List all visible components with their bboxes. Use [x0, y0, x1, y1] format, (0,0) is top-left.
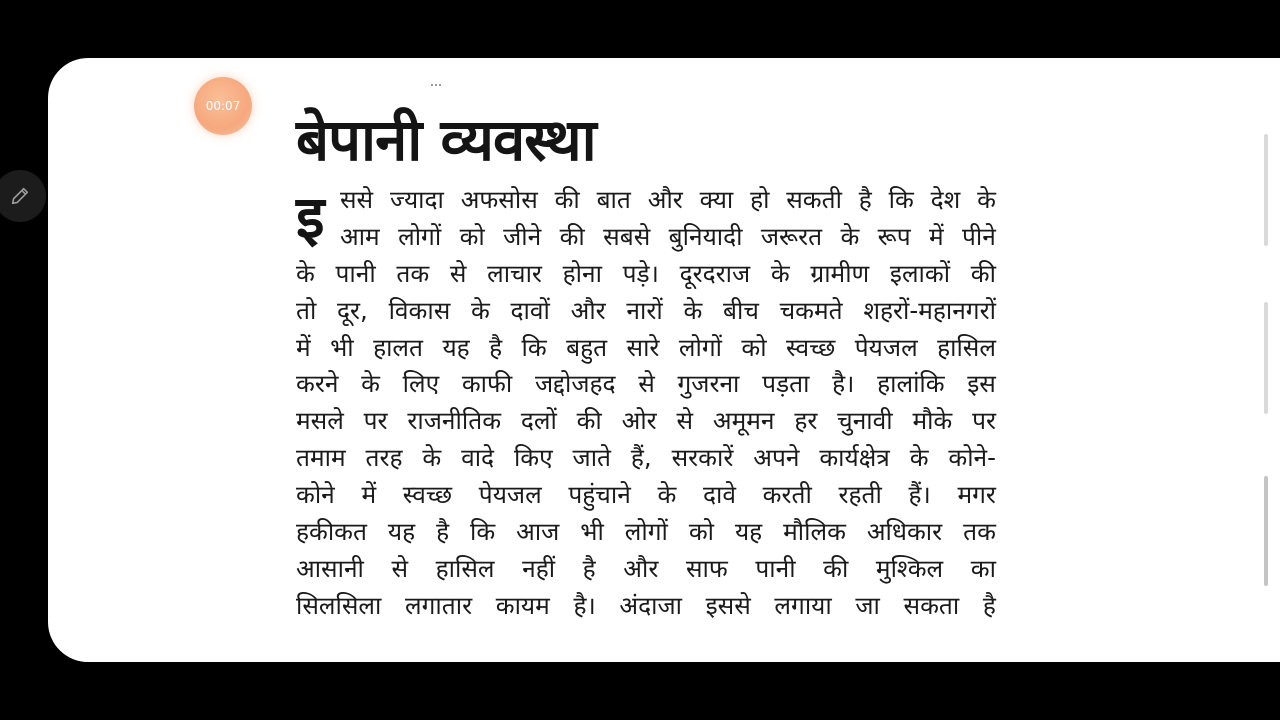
article-line: [296, 182, 996, 219]
article-word: तरह: [365, 443, 403, 473]
article-word: जरूरत: [760, 221, 823, 251]
article-word: हैं।: [908, 480, 931, 510]
article-word: हासिल: [435, 553, 495, 583]
article-word: कि: [888, 185, 914, 214]
article-word: अधिकार: [866, 517, 943, 547]
article-word: की: [970, 258, 996, 288]
article-word: कायम: [495, 590, 550, 620]
article-word: आज: [516, 517, 560, 547]
article-word: लगातार: [405, 590, 473, 620]
article-word: अंदाजा: [619, 590, 682, 620]
article-word: कोने-: [948, 443, 996, 473]
scrollbar-track-middle[interactable]: [1264, 302, 1268, 414]
article-word: क्या: [699, 185, 734, 214]
article-word: पर: [972, 406, 996, 436]
article-word: पेयजल: [478, 480, 542, 510]
article-word: तक: [396, 258, 430, 288]
article-word: आम: [340, 221, 380, 251]
article-word: कार्यक्षेत्र: [819, 443, 890, 473]
article-word: लिए: [402, 369, 440, 399]
article-word: मौलिक: [783, 517, 846, 547]
article-word: जा: [855, 590, 880, 620]
article-word: कि: [470, 517, 496, 547]
article-word: जीने: [503, 221, 542, 251]
article-word: होना: [562, 258, 602, 288]
article-word: किए: [513, 443, 553, 473]
article-word: सारे: [626, 332, 660, 362]
article-word: हालांकि: [877, 369, 945, 399]
article-word: से: [391, 553, 409, 583]
article-word: को: [459, 221, 485, 251]
article-word: विकास: [388, 295, 451, 325]
article-dropcap: इ: [296, 183, 325, 251]
article-word: बुनियादी: [668, 221, 743, 251]
article-word: सकती: [786, 185, 842, 214]
article-headline: बेपानी व्यवस्था: [296, 106, 596, 174]
article-word: और: [647, 185, 683, 214]
article-word: रहती: [838, 480, 882, 510]
newspaper-article: [296, 104, 996, 625]
article-word: का: [970, 553, 996, 583]
article-word: से: [676, 406, 694, 436]
article-word: हकीकत: [296, 517, 367, 547]
article-word: पहुंचाने: [568, 480, 631, 510]
article-word: है।: [573, 590, 596, 620]
article-word: मौके: [912, 406, 953, 436]
article-word: है: [858, 185, 872, 214]
recording-timer-text: 00:07: [205, 99, 241, 113]
article-word: भी: [330, 332, 354, 362]
article-line: [296, 551, 996, 588]
article-line: [296, 256, 996, 293]
article-word: जाते: [572, 443, 612, 473]
article-word: पर: [363, 406, 388, 436]
article-line: [296, 403, 996, 440]
article-word: करती: [762, 480, 812, 510]
article-word: चकमते: [779, 295, 843, 325]
article-word: जद्दोजहद: [534, 369, 616, 399]
article-word: लोगों: [398, 221, 442, 251]
article-word: को: [741, 332, 767, 362]
article-word: की: [576, 406, 602, 436]
article-word: ग्रामीण: [810, 258, 870, 288]
page-speck: [431, 84, 441, 88]
article-word: है: [582, 553, 596, 583]
article-word: बात: [596, 185, 631, 214]
article-word: साफ: [685, 553, 728, 583]
article-word: हर: [794, 406, 818, 436]
article-line: [296, 330, 996, 367]
pencil-icon: [9, 185, 31, 207]
article-word: सकता: [903, 590, 960, 620]
article-word: सरकारें: [671, 443, 734, 473]
article-word: के: [471, 295, 490, 325]
article-word: अमूमन: [712, 406, 775, 436]
article-word: के: [909, 443, 929, 473]
article-word: में: [296, 332, 311, 362]
article-word: चुनावी: [837, 406, 893, 436]
article-line: [296, 366, 996, 403]
article-word: के: [422, 443, 442, 473]
article-word: बीच: [722, 295, 759, 325]
article-word: लगाया: [774, 590, 832, 620]
article-word: है: [982, 590, 996, 620]
article-word: यह: [387, 517, 416, 547]
article-word: पड़े।: [622, 258, 659, 288]
article-word: करने: [296, 369, 339, 399]
article-word: को: [688, 517, 715, 547]
article-word: पीने: [962, 221, 996, 251]
article-word: तो: [296, 295, 317, 325]
article-word: हासिल: [937, 332, 996, 362]
article-word: देश: [930, 185, 961, 214]
article-line: [296, 588, 996, 625]
article-word: वादे: [461, 443, 495, 473]
article-word: लोगों: [624, 517, 668, 547]
article-word: हो: [750, 185, 770, 214]
article-word: कि: [521, 332, 547, 362]
article-word: बहुत: [566, 332, 608, 362]
article-word: अपने: [753, 443, 800, 473]
article-word: दावों: [510, 295, 550, 325]
article-word: मगर: [957, 480, 996, 510]
article-word: के: [977, 185, 996, 214]
article-word: और: [570, 295, 606, 325]
article-word: लाचार: [487, 258, 542, 288]
article-word: दूर,: [337, 295, 368, 325]
article-word: स्वच्छ: [402, 480, 453, 510]
article-word: दावे: [702, 480, 736, 510]
article-word: के: [840, 221, 860, 251]
article-word: के: [657, 480, 677, 510]
article-word: स्वच्छ: [786, 332, 836, 362]
article-word: के: [361, 369, 380, 399]
article-word: पड़ता: [762, 369, 810, 399]
article-word: है।: [832, 369, 855, 399]
article-word: कोने: [296, 480, 335, 510]
article-word: और: [623, 553, 659, 583]
article-word: में: [361, 480, 377, 510]
article-word: ससे: [340, 185, 374, 214]
recording-timer-badge[interactable]: [194, 77, 252, 135]
article-line: [296, 514, 996, 551]
article-line: [296, 293, 996, 330]
article-word: इस: [967, 369, 996, 399]
article-word: काफी: [461, 369, 513, 399]
article-word: पेयजल: [854, 332, 918, 362]
article-body: [296, 182, 996, 625]
article-word: दूरदराज: [679, 258, 751, 288]
article-word: की: [559, 221, 585, 251]
article-word: इलाकों: [889, 258, 951, 288]
article-word: से: [638, 369, 655, 399]
article-word: मसले: [296, 406, 344, 436]
article-line: [296, 440, 996, 477]
article-word: रूप: [877, 221, 911, 251]
article-word: की: [823, 553, 849, 583]
article-word: यह: [442, 332, 470, 362]
scrollbar-thumb[interactable]: [1264, 476, 1268, 586]
article-word: के: [296, 258, 315, 288]
article-word: में: [928, 221, 944, 251]
article-word: सिलसिला: [296, 590, 382, 620]
article-word: ओर: [621, 406, 657, 436]
article-word: नहीं: [522, 553, 556, 583]
article-word: इससे: [705, 590, 751, 620]
article-word: हैं,: [630, 443, 652, 473]
article-word: से: [449, 258, 467, 288]
article-word: शहरों-महानगरों: [863, 295, 996, 325]
article-word: पानी: [755, 553, 796, 583]
article-word: मुश्किल: [875, 553, 944, 583]
article-word: ज्यादा: [389, 185, 444, 214]
article-word: गुजरना: [677, 369, 740, 399]
article-word: लोगों: [678, 332, 722, 362]
article-word: है: [489, 332, 503, 362]
article-word: है: [436, 517, 450, 547]
article-word: की: [554, 185, 580, 214]
article-word: अफसोस: [460, 185, 538, 214]
article-word: तमाम: [296, 443, 346, 473]
scrollbar-track-top[interactable]: [1264, 134, 1268, 246]
article-word: के: [770, 258, 790, 288]
article-word: दलों: [520, 406, 557, 436]
article-word: भी: [580, 517, 604, 547]
article-word: तक: [963, 517, 996, 547]
article-word: नारों: [626, 295, 663, 325]
article-word: के: [683, 295, 703, 325]
article-word: हालत: [373, 332, 424, 362]
article-word: सबसे: [603, 221, 651, 251]
article-line: [296, 477, 996, 514]
document-viewer[interactable]: [48, 58, 1280, 662]
article-word: पानी: [335, 258, 376, 288]
article-word: आसानी: [296, 553, 364, 583]
article-word: राजनीतिक: [407, 406, 502, 436]
article-line: [296, 219, 996, 256]
edit-button[interactable]: [0, 170, 46, 222]
article-word: यह: [734, 517, 763, 547]
